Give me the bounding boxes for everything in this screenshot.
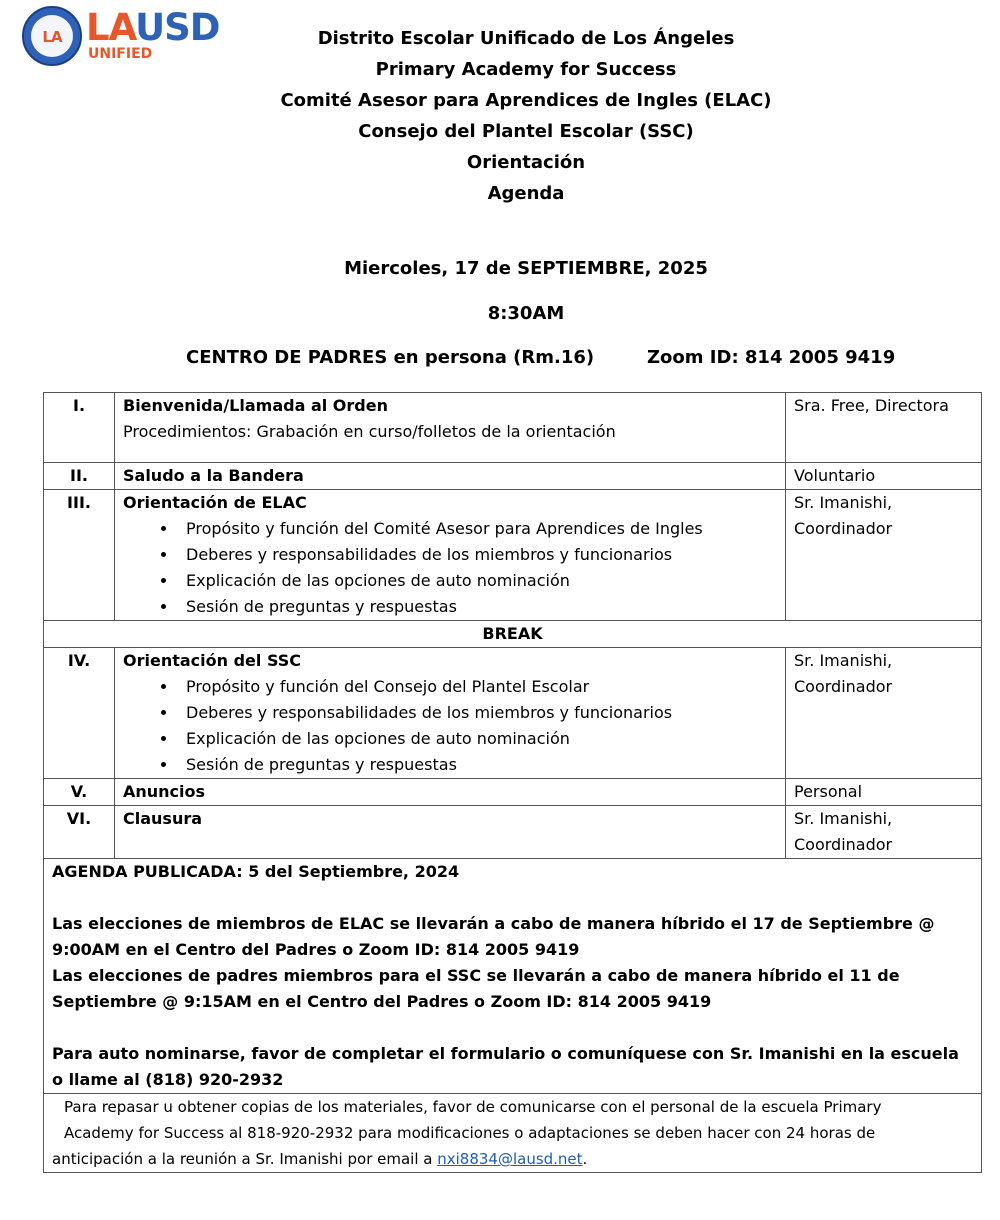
- list-item: • Explicación de las opciones de auto nominación: [178, 568, 777, 594]
- item-presenter: Sr. Imanishi, Coordinador: [786, 806, 982, 859]
- item-number: I.: [44, 393, 115, 463]
- item-presenter: Voluntario: [786, 463, 982, 490]
- item-title: Saludo a la Bandera: [123, 466, 304, 485]
- list-item: • Propósito y función del Comité Asesor para Aprendices de Ingles: [178, 516, 777, 542]
- logo-wordmark: LAUSD: [86, 6, 220, 49]
- agenda-row: [44, 779, 982, 806]
- elac-elections-note: Las elecciones de miembros de ELAC se llevarán a cabo de manera híbrido el 17 de Septiembre @ 9:00AM en el Centro del Padres o Zoom ID: 814 2005 9419: [52, 914, 935, 959]
- zoom-id: Zoom ID: 814 2005 9419: [647, 347, 896, 368]
- accessibility-note: Para repasar u obtener copias de los materiales, favor de comunicarse con el personal de la escuela Primary Academy for Success al 818-920-2932 para modificaciones o adaptaciones se deben hacer con 24 horas de anticipación a la reunión a Sr. Imanishi por email a nxi8834@lausd.net.: [44, 1094, 982, 1173]
- item-number: V.: [44, 779, 115, 806]
- seal-letters: LA: [42, 28, 62, 46]
- council-ssc: Consejo del Plantel Escolar (SSC): [358, 121, 694, 142]
- meeting-location: CENTRO DE PADRES en persona (Rm.16): [186, 347, 595, 368]
- item-presenter: Sr. Imanishi, Coordinador: [786, 490, 982, 621]
- item-presenter: Sra. Free, Directora: [786, 393, 982, 463]
- item-title: Clausura: [123, 809, 203, 828]
- email-link[interactable]: nxi8834@lausd.net: [437, 1150, 583, 1168]
- agenda-published: AGENDA PUBLICADA: 5 del Septiembre, 2024: [52, 862, 460, 881]
- item-title: Orientación de ELAC: [123, 493, 307, 512]
- item-presenter: Personal: [786, 779, 982, 806]
- list-item: • Explicación de las opciones de auto nominación: [178, 726, 777, 752]
- notes-row: [44, 859, 982, 1094]
- access-row: [44, 1094, 982, 1173]
- agenda-title: Agenda: [487, 183, 565, 204]
- meeting-time: 8:30AM: [487, 303, 565, 324]
- item-topic: [115, 806, 786, 859]
- item-title: Anuncios: [123, 782, 206, 801]
- district-name: Distrito Escolar Unificado de Los Ángeles: [317, 28, 735, 49]
- ssc-elections-note: Las elecciones de padres miembros para el SSC se llevarán a cabo de manera híbrido el 11 de Septiembre @ 9:15AM en el Centro del Padres o Zoom ID: 814 2005 9419: [52, 966, 900, 1011]
- agenda-table: [43, 392, 982, 1173]
- agenda-row: [44, 463, 982, 490]
- item-topic: [115, 779, 786, 806]
- item-topic: [115, 648, 786, 779]
- item-topic: [115, 393, 786, 463]
- item-bullet-list: [123, 516, 777, 620]
- break-label: BREAK: [44, 621, 982, 648]
- item-number: VI.: [44, 806, 115, 859]
- list-item: • Propósito y función del Consejo del Plantel Escolar: [178, 674, 777, 700]
- committee-elac: Comité Asesor para Aprendices de Ingles (ELAC): [280, 90, 772, 111]
- notes-cell: [44, 859, 982, 1094]
- item-title: Bienvenida/Llamada al Orden: [123, 396, 388, 415]
- break-row: [44, 621, 982, 648]
- item-number: II.: [44, 463, 115, 490]
- list-item: • Sesión de preguntas y respuestas: [178, 594, 777, 620]
- list-item: • Sesión de preguntas y respuestas: [178, 752, 777, 778]
- logo-subtitle: UNIFIED: [88, 46, 153, 62]
- self-nomination-note: Para auto nominarse, favor de completar el formulario o comuníquese con Sr. Imanishi en la escuela o llame al (818) 920-2932: [52, 1044, 959, 1089]
- agenda-row: [44, 648, 982, 779]
- agenda-row: [44, 393, 982, 463]
- list-item: • Deberes y responsabilidades de los miembros y funcionarios: [178, 700, 777, 726]
- agenda-row: [44, 490, 982, 621]
- item-number: III.: [44, 490, 115, 621]
- item-topic: [115, 490, 786, 621]
- list-item: • Deberes y responsabilidades de los miembros y funcionarios: [178, 542, 777, 568]
- item-bullet-list: [123, 674, 777, 778]
- meeting-date: Miercoles, 17 de SEPTIEMBRE, 2025: [344, 258, 708, 279]
- orientation-title: Orientación: [466, 152, 586, 173]
- item-title: Orientación del SSC: [123, 651, 302, 670]
- school-name: Primary Academy for Success: [375, 59, 677, 80]
- item-topic: [115, 463, 786, 490]
- item-number: IV.: [44, 648, 115, 779]
- item-presenter: Sr. Imanishi, Coordinador: [786, 648, 982, 779]
- agenda-row: [44, 806, 982, 859]
- item-detail: Procedimientos: Grabación en curso/folletos de la orientación: [123, 422, 616, 441]
